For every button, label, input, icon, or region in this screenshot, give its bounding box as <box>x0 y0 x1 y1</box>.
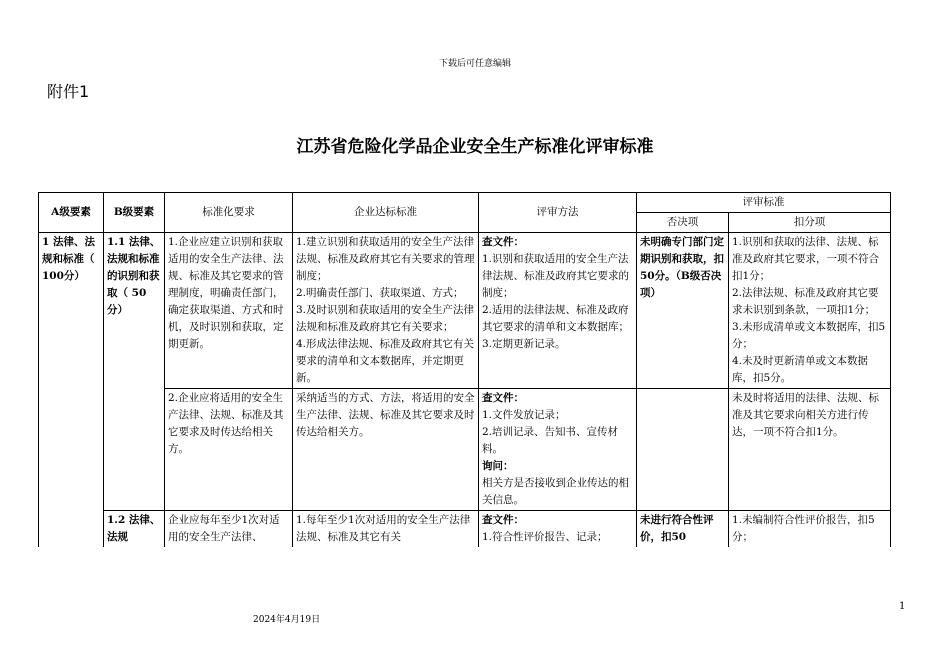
method-item: 1.识别和获取适用的安全生产法律法规、标准及政府其它要求的制度； <box>482 253 629 299</box>
method-cell <box>479 233 637 389</box>
deduct-cell: 未及时将适用的法律、法规、标准及其它要求向相关方进行传达，一项不符合扣1分。 <box>729 389 891 511</box>
deduct-item: 3.未形成清单或文本数据库，扣5分； <box>732 321 886 350</box>
method-item: 相关方是否接收到企业传达的相关信息。 <box>482 477 629 506</box>
veto-cell: 未明确专门部门定期识别和获取，扣50分。（B级否决项） <box>637 233 729 389</box>
corp-item: 2.明确责任部门、获取渠道、方式； <box>296 287 464 299</box>
corp-standard-cell: 采纳适当的方式、方法，将适用的安全生产法律、法规、标准及其它要求及时传达给相关方。 <box>293 389 479 511</box>
corp-item: 1.建立识别和获取适用的安全生产法律法规、标准及政府其它有关要求的管理制度； <box>296 236 475 282</box>
col-a-element: A级要素 <box>39 193 104 233</box>
veto-cell <box>637 389 729 511</box>
table-row <box>39 233 891 389</box>
deduct-cell: 1.未编制符合性评价报告，扣5分； <box>732 514 875 543</box>
standard-cell: 企业应每年至少1次对适用的安全生产法律、 <box>168 514 280 543</box>
col-corp-standard: 企业达标标准 <box>293 193 479 233</box>
method-cell <box>479 389 637 511</box>
corp-item: 3.及时识别和获取适用的安全生产法律法规和标准及政府其它有关要求； <box>296 304 475 333</box>
method-label: 询问： <box>482 460 514 472</box>
header-note: 下载后可任意编辑 <box>438 59 511 69</box>
method-item: 1.符合性评价报告、记录； <box>482 531 608 543</box>
page-number: 1 <box>899 601 906 612</box>
document-title: 江苏省危险化学品企业安全生产标准化评审标准 <box>296 137 654 157</box>
table-row <box>39 511 891 548</box>
standard-cell: 2.企业应将适用的安全生产法律、法规、标准及其它要求及时传达给相关方。 <box>165 389 293 511</box>
col-review-criteria: 评审标准 <box>637 193 891 213</box>
method-label: 查文件： <box>482 236 524 248</box>
table-row <box>39 389 891 511</box>
col-review-method: 评审方法 <box>479 193 637 233</box>
col-standard-requirement: 标准化要求 <box>165 193 293 233</box>
a-element-cell: 1 法律、法规和标准（ 100分） <box>39 233 104 548</box>
col-b-element: B级要素 <box>104 193 165 233</box>
deduct-item: 2.法律法规、标准及政府其它要求未识别到条款，一项扣1分； <box>732 287 879 316</box>
b-element-cell: 1.2 法律、法规 <box>107 514 161 543</box>
corp-standard-cell: 1.每年至少1次对适用的安全生产法律法规、标准及其它有关 <box>296 514 471 543</box>
b-element-cell: 1.1 法律、法规和标准的识别和获取（ 50分） <box>104 233 165 511</box>
deduct-item: 4.未及时更新清单或文本数据库，扣5分。 <box>732 355 869 384</box>
deduct-cell <box>729 233 891 389</box>
method-item: 3.定期更新记录。 <box>482 338 566 350</box>
standard-cell: 1.企业应建立识别和获取适用的安全生产法律、法规、标准及其它要求的管理制度，明确责任部门，确定获取渠道、方式和时机，及时识别和获取，定期更新。 <box>165 233 293 389</box>
method-item: 1.文件发放记录； <box>482 409 566 421</box>
table-header-row <box>39 193 891 213</box>
method-item: 2.适用的法律法规、标准及政府其它要求的清单和文本数据库； <box>482 304 629 333</box>
veto-cell: 未进行符合性评价，扣50 <box>640 514 714 543</box>
footer-date: 2024年4月19日 <box>253 615 321 625</box>
method-label: 查文件： <box>482 514 524 526</box>
method-item: 2.培训记录、告知书、宣传材料。 <box>482 426 619 455</box>
evaluation-standard-table <box>38 192 891 547</box>
col-veto: 否决项 <box>637 213 729 233</box>
deduct-item: 1.识别和获取的法律、法规、标准及政府其它要求，一项不符合扣1分； <box>732 236 879 282</box>
col-deduct: 扣分项 <box>729 213 891 233</box>
method-label: 查文件： <box>482 392 524 404</box>
corp-item: 4.形成法律法规、标准及政府其它有关要求的清单和文本数据库，并定期更新。 <box>296 338 475 384</box>
corp-standard-cell <box>293 233 479 389</box>
attachment-label: 附件1 <box>47 82 90 101</box>
